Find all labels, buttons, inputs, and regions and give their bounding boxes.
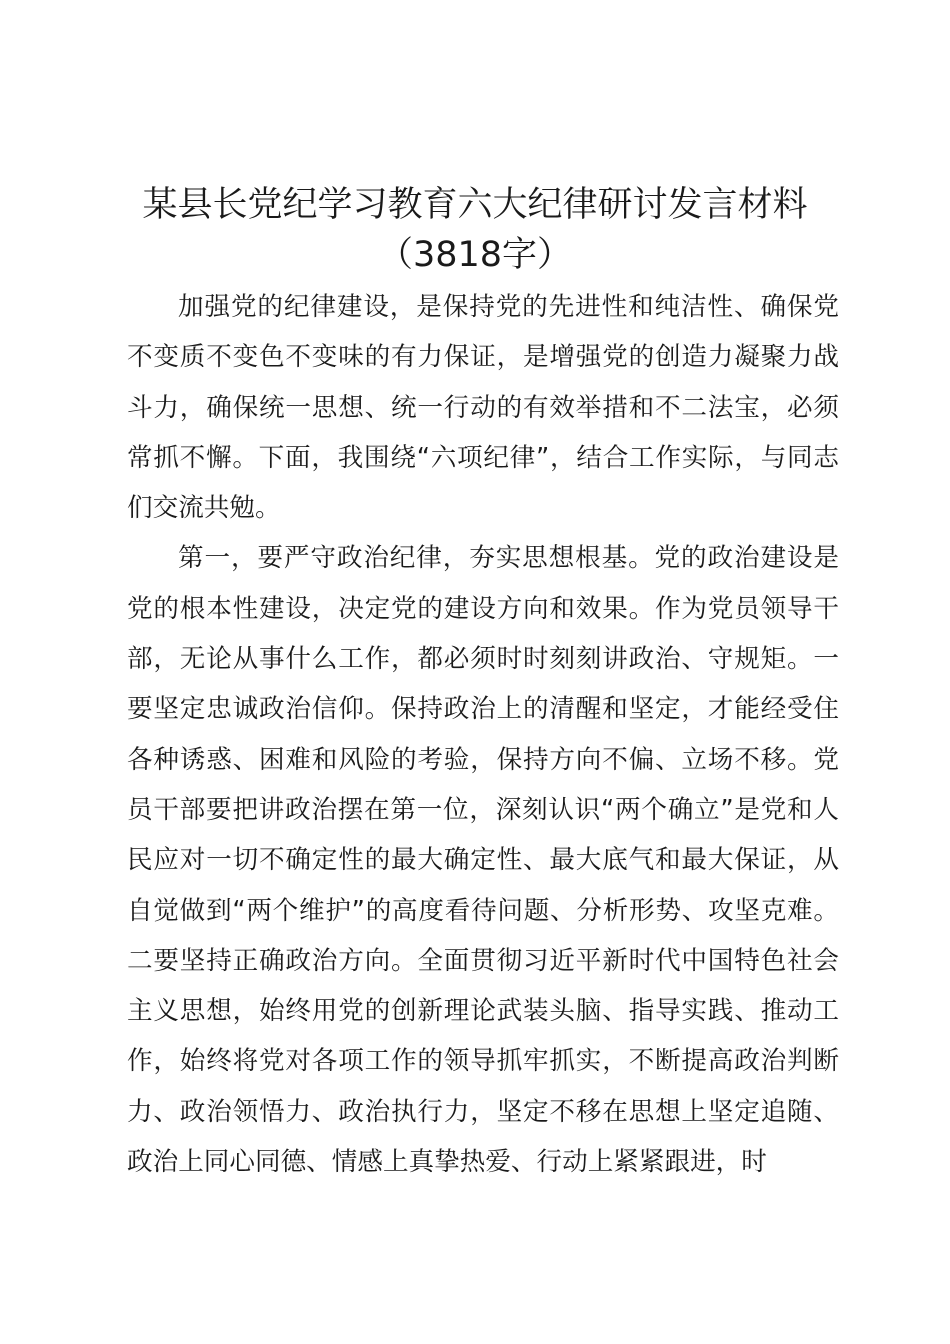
document-title	[110, 180, 840, 280]
title-line-main: 某县长党纪学习教育六大纪律研讨发言材料	[142, 185, 808, 225]
document-body	[127, 282, 839, 1187]
title-line-word-count: （3818字）	[377, 235, 573, 275]
paragraph-political-discipline: 第一，要严守政治纪律，夯实思想根基。党的政治建设是党的根本性建设，决定党的建设方向和效果。作为党员领导干部，无论从事什么工作，都必须时时刻刻讲政治、守规矩。一要坚定忠诚政治信仰。保持政治上的清醒和坚定，才能经受住各种诱惑、困难和风险的考验，保持方向不偏、立场不移。党员干部要把讲政治摆在第一位，深刻认识“两个确立”是党和人民应对一切不确定性的最大确定性、最大底气和最大保证，从自觉做到“两个维护”的高度看待问题、分析形势、攻坚克难。二要坚持正确政治方向。全面贯彻习近平新时代中国特色社会主义思想，始终用党的创新理论武装头脑、指导实践、推动工作，始终将党对各项工作的领导抓牢抓实，不断提高政治判断力、政治领悟力、政治执行力，坚定不移在思想上坚定追随、政治上同心同德、情感上真挚热爱、行动上紧紧跟进，时	[127, 543, 839, 1178]
paragraph-intro: 加强党的纪律建设，是保持党的先进性和纯洁性、确保党不变质不变色不变味的有力保证，是增强党的创造力凝聚力战斗力，确保统一思想、统一行动的有效举措和不二法宝，必须常抓不懈。下面，我围绕“六项纪律”，结合工作实际，与同志们交流共勉。	[127, 292, 839, 524]
